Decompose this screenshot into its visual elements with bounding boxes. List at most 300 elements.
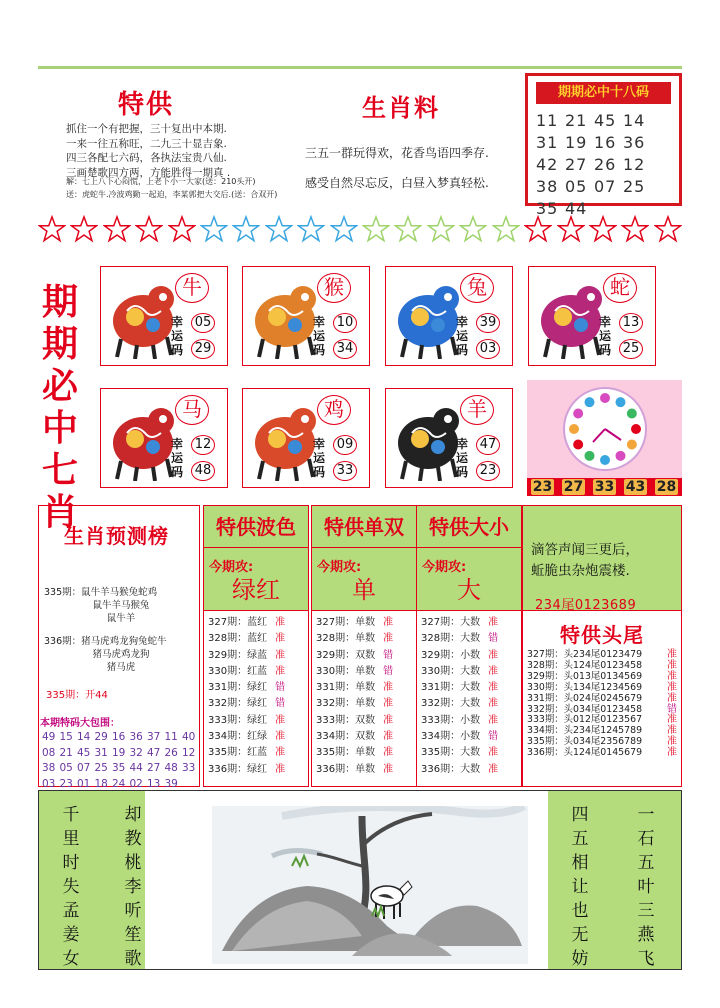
result-mark: 准 bbox=[667, 736, 677, 748]
top-rule bbox=[38, 66, 682, 69]
bag-number: 35 bbox=[112, 762, 126, 774]
pick: 大数 bbox=[460, 682, 481, 694]
bag-number: 37 bbox=[147, 731, 161, 743]
zodiac-name: 马 bbox=[175, 395, 209, 425]
rooster-papercut-icon bbox=[249, 397, 323, 481]
lucky-number: 29 bbox=[191, 339, 215, 359]
tegong-line: 一来一往五称旺，二九三十显吉象. bbox=[66, 137, 227, 150]
result-mark: 准 bbox=[667, 659, 677, 671]
poem-column bbox=[61, 803, 81, 971]
lucky-number: 03 bbox=[476, 339, 500, 359]
star-icon bbox=[200, 214, 228, 244]
star-icon bbox=[654, 214, 682, 244]
shengxiao-title: 生肖料 bbox=[362, 94, 440, 122]
star-icon bbox=[589, 214, 617, 244]
pick: 双数 bbox=[355, 649, 376, 661]
vertical-char: 必 bbox=[41, 366, 78, 407]
history-row bbox=[208, 713, 308, 729]
result-mark: 准 bbox=[383, 682, 394, 694]
pick: 小数 bbox=[460, 731, 481, 743]
history-row bbox=[316, 680, 416, 696]
bag-number: 47 bbox=[147, 746, 161, 759]
history-row bbox=[316, 696, 416, 712]
period: 327期： bbox=[421, 617, 461, 628]
eighteen-codes-box bbox=[525, 73, 682, 218]
pick: 331期：头024尾0245679 bbox=[527, 692, 643, 704]
result-mark: 准 bbox=[667, 725, 677, 737]
star-icon bbox=[362, 214, 390, 244]
history-row bbox=[316, 713, 416, 729]
pick: 单数 bbox=[355, 665, 376, 677]
period: 332期： bbox=[316, 698, 356, 710]
history-row bbox=[316, 631, 416, 647]
bag-number: 32 bbox=[129, 746, 143, 759]
lucky-number: 47 bbox=[476, 435, 500, 455]
pick: 329期：头013尾0134569 bbox=[527, 670, 643, 682]
goat-papercut-icon bbox=[392, 397, 466, 481]
period: 331期： bbox=[421, 682, 461, 694]
zodiac-card bbox=[528, 266, 656, 366]
star-icon bbox=[459, 214, 487, 244]
history-row bbox=[208, 762, 308, 778]
bag-number: 07 bbox=[77, 762, 91, 774]
lucky-label: 幸运码 bbox=[456, 315, 469, 357]
poem-box bbox=[523, 506, 681, 611]
star-icon bbox=[38, 214, 66, 244]
poem-char: 里 bbox=[62, 829, 80, 849]
result-mark: 准 bbox=[667, 714, 677, 726]
period: 333期： bbox=[316, 714, 356, 726]
prediction-line: 336期：猪马虎鸡龙狗兔蛇牛 bbox=[44, 636, 167, 647]
bag-number: 01 bbox=[77, 777, 91, 790]
code-number: 38 bbox=[536, 177, 559, 196]
history-row bbox=[316, 745, 416, 761]
code-number: 21 bbox=[565, 111, 588, 130]
zodiac-card bbox=[385, 266, 513, 366]
clock-dot bbox=[627, 409, 637, 419]
clock-dot bbox=[600, 455, 610, 465]
tegong-line: 抓住一个有把握，三十复出中本期. bbox=[66, 123, 227, 135]
bag-title: 本期特码大包围： bbox=[40, 718, 120, 729]
bag-number: 27 bbox=[147, 762, 161, 774]
bag-number: 14 bbox=[77, 731, 91, 743]
poem-char: 时 bbox=[62, 853, 80, 873]
vertical-char: 期 bbox=[41, 324, 78, 365]
clock-dot bbox=[573, 440, 583, 450]
history-row bbox=[208, 696, 308, 712]
attack-box bbox=[204, 548, 308, 611]
period: 334期： bbox=[421, 731, 461, 743]
pick: 双数 bbox=[355, 731, 376, 743]
period: 330期： bbox=[208, 665, 248, 677]
star-icon bbox=[135, 214, 163, 244]
result-mark: 错 bbox=[488, 731, 499, 743]
bag-number: 02 bbox=[129, 777, 143, 790]
pick: 双数 bbox=[355, 714, 376, 726]
eighteen-codes-numbers bbox=[528, 104, 679, 220]
history-row bbox=[421, 745, 521, 761]
period: 332期： bbox=[208, 698, 248, 710]
lucky-label: 幸运码 bbox=[313, 315, 326, 357]
bag-number: 13 bbox=[147, 777, 161, 790]
poem-char: 相 bbox=[571, 853, 589, 873]
bottom-right-poem bbox=[548, 791, 681, 969]
star-icon bbox=[621, 214, 649, 244]
code-number: 16 bbox=[594, 133, 617, 152]
pick: 327期：头234尾0123479 bbox=[527, 649, 643, 660]
poem-char: 飞 bbox=[637, 949, 655, 969]
result-mark: 准 bbox=[488, 649, 499, 661]
attack-value: 大 bbox=[457, 576, 481, 604]
pick: 绿蓝 bbox=[247, 649, 268, 661]
danshuang-column bbox=[311, 505, 417, 787]
clock-dot bbox=[585, 397, 595, 407]
poem-char: 千 bbox=[62, 805, 80, 825]
pick: 大数 bbox=[460, 698, 481, 710]
star-icon bbox=[232, 214, 260, 244]
attack-label: 今期攻: bbox=[317, 560, 362, 575]
clock-dot bbox=[616, 451, 626, 461]
code-number: 31 bbox=[536, 133, 559, 152]
bag-number: 18 bbox=[94, 777, 108, 790]
poem-char: 姜 bbox=[62, 925, 80, 945]
vertical-char: 期 bbox=[41, 282, 78, 323]
pick: 绿红 bbox=[247, 698, 268, 710]
lucky-number: 05 bbox=[191, 313, 215, 333]
attack-value: 绿红 bbox=[232, 576, 280, 604]
code-number: 44 bbox=[565, 199, 588, 218]
pick: 绿红 bbox=[247, 763, 268, 775]
poem-column bbox=[570, 803, 590, 971]
result-mark: 准 bbox=[667, 670, 677, 682]
poem bbox=[531, 540, 677, 582]
result-mark: 准 bbox=[488, 617, 499, 628]
code-number: 19 bbox=[565, 133, 588, 152]
result-mark: 准 bbox=[275, 617, 286, 628]
poem-char: 石 bbox=[637, 829, 655, 849]
bag-number: 45 bbox=[77, 746, 91, 759]
period: 329期： bbox=[316, 649, 356, 661]
code-number: 25 bbox=[623, 177, 646, 196]
poem-char: 五 bbox=[637, 853, 655, 873]
bag-number: 38 bbox=[42, 762, 56, 774]
lucky-number: 25 bbox=[619, 339, 643, 359]
pick: 328期：头124尾0123458 bbox=[527, 659, 643, 671]
bottom-left-poem bbox=[39, 791, 145, 969]
lucky-number: 33 bbox=[333, 461, 357, 481]
zodiac-card bbox=[385, 388, 513, 488]
code-number: 42 bbox=[536, 155, 559, 174]
tegong-line: 四三各配七六码，各执法宝贵八仙. bbox=[66, 152, 227, 164]
pick: 大数 bbox=[460, 617, 481, 628]
period: 332期： bbox=[421, 698, 461, 710]
pick: 大数 bbox=[460, 747, 481, 759]
tegong-title: 特供 bbox=[118, 90, 175, 120]
history-row bbox=[208, 615, 308, 631]
bose-title: 特供波色 bbox=[204, 506, 308, 548]
lucky-number: 34 bbox=[333, 339, 357, 359]
tegong-notes bbox=[66, 176, 336, 201]
result-mark: 准 bbox=[488, 665, 499, 677]
pick: 大数 bbox=[460, 665, 481, 677]
bag-number: 29 bbox=[94, 731, 108, 743]
period: 331期： bbox=[316, 682, 356, 694]
lucky-number: 09 bbox=[333, 435, 357, 455]
zodiac-card bbox=[100, 388, 228, 488]
attack-label: 今期攻: bbox=[209, 560, 254, 575]
bag-number: 31 bbox=[94, 746, 108, 759]
lucky-number: 10 bbox=[333, 313, 357, 333]
open-result: 335期：开44 bbox=[46, 690, 108, 701]
result-mark: 准 bbox=[488, 747, 499, 759]
pick: 大数 bbox=[460, 763, 481, 775]
history-row bbox=[316, 664, 416, 680]
history-row bbox=[421, 664, 521, 680]
star-icon bbox=[394, 214, 422, 244]
zodiac-name: 牛 bbox=[175, 273, 209, 303]
ranking-title: 生肖预测榜 bbox=[64, 524, 169, 548]
period: 335期： bbox=[316, 747, 356, 759]
period: 336期： bbox=[421, 763, 461, 775]
history-row bbox=[316, 729, 416, 745]
period: 331期： bbox=[208, 682, 248, 694]
period: 336期： bbox=[316, 763, 356, 775]
code-number: 05 bbox=[565, 177, 588, 196]
history-row bbox=[421, 713, 521, 729]
result-mark: 准 bbox=[488, 698, 499, 710]
history-row bbox=[208, 745, 308, 761]
attack-box bbox=[312, 548, 416, 611]
history-rows bbox=[312, 611, 416, 778]
tegong-text bbox=[66, 122, 316, 180]
history-row bbox=[316, 762, 416, 778]
clock-dot bbox=[627, 440, 637, 450]
result-mark: 准 bbox=[275, 747, 286, 759]
star-icon bbox=[330, 214, 358, 244]
period: 333期： bbox=[208, 714, 248, 726]
code-number: 27 bbox=[565, 155, 588, 174]
period: 334期： bbox=[208, 731, 248, 743]
code-number: 07 bbox=[594, 177, 617, 196]
code-number: 12 bbox=[623, 155, 646, 174]
result-mark: 准 bbox=[275, 633, 286, 645]
clock-dot bbox=[585, 451, 595, 461]
poem-char: 三 bbox=[637, 901, 655, 921]
pick: 小数 bbox=[460, 714, 481, 726]
shengxiao-line: 感受自然尽忘反，白昼入梦真轻松. bbox=[305, 176, 489, 190]
bag-number: 39 bbox=[164, 777, 178, 790]
period: 329期： bbox=[421, 649, 461, 661]
lucky-label: 幸运码 bbox=[456, 437, 469, 479]
clock-icon bbox=[527, 380, 682, 480]
result-mark: 准 bbox=[275, 731, 286, 743]
clock-dot bbox=[600, 393, 610, 403]
vertical-title bbox=[40, 282, 80, 534]
poem-char: 一 bbox=[637, 805, 655, 825]
poem-char: 教 bbox=[124, 829, 142, 849]
result-mark: 准 bbox=[667, 681, 677, 693]
clock-numbers bbox=[527, 478, 682, 496]
period: 328期： bbox=[316, 633, 356, 645]
bag-number: 16 bbox=[112, 731, 126, 743]
history-row bbox=[421, 680, 521, 696]
period: 329期： bbox=[208, 649, 248, 661]
history-row bbox=[421, 648, 521, 664]
result-mark: 错 bbox=[275, 698, 286, 710]
tail-value: 234尾0123689 bbox=[535, 598, 637, 613]
result-mark: 错 bbox=[383, 665, 394, 677]
pick: 单数 bbox=[355, 763, 376, 775]
poem-char: 李 bbox=[124, 877, 142, 897]
lucky-number: 13 bbox=[619, 313, 643, 333]
star-icon bbox=[557, 214, 585, 244]
bag-number: 33 bbox=[182, 762, 196, 774]
history-row bbox=[527, 748, 681, 759]
lucky-number: 23 bbox=[476, 461, 500, 481]
pick: 红绿 bbox=[247, 731, 268, 743]
star-icon bbox=[524, 214, 552, 244]
zodiac-card bbox=[242, 266, 370, 366]
pick: 333期：头012尾0123567 bbox=[527, 714, 643, 726]
zodiac-name: 蛇 bbox=[603, 273, 637, 303]
goat-rock-scene-icon bbox=[212, 806, 528, 964]
bag-number: 24 bbox=[112, 777, 126, 790]
result-mark: 准 bbox=[383, 731, 394, 743]
danshuang-title: 特供单双 bbox=[312, 506, 416, 548]
pick: 红蓝 bbox=[247, 747, 268, 759]
bag-number: 25 bbox=[94, 762, 108, 774]
star-icon bbox=[297, 214, 325, 244]
bag-number: 49 bbox=[42, 731, 56, 743]
history-row bbox=[208, 664, 308, 680]
bag-number: 08 bbox=[42, 746, 56, 759]
code-number: 45 bbox=[594, 111, 617, 130]
result-mark: 准 bbox=[383, 698, 394, 710]
poem-char: 却 bbox=[124, 805, 142, 825]
period: 336期： bbox=[208, 763, 248, 775]
pick: 蓝红 bbox=[247, 633, 268, 645]
poem-char: 四 bbox=[571, 805, 589, 825]
vertical-char: 七 bbox=[41, 450, 78, 491]
result-mark: 准 bbox=[667, 649, 677, 660]
period: 335期： bbox=[208, 747, 248, 759]
bag-number: 48 bbox=[164, 762, 178, 774]
poem-char: 叶 bbox=[637, 877, 655, 897]
result-mark: 准 bbox=[383, 633, 394, 645]
pick: 330期：头134尾1234569 bbox=[527, 681, 643, 693]
bag-number: 11 bbox=[164, 731, 178, 743]
poem-column bbox=[123, 803, 143, 971]
poem-char: 也 bbox=[571, 901, 589, 921]
tegong-note: 送：虎蛇牛.冷波鸡勤一起迫，李某郭把大交后.(送：合双开) bbox=[66, 189, 278, 199]
result-mark: 准 bbox=[488, 682, 499, 694]
result-mark: 准 bbox=[275, 714, 286, 726]
history-row bbox=[421, 631, 521, 647]
lucky-label: 幸运码 bbox=[599, 315, 612, 357]
pick: 蓝红 bbox=[247, 617, 268, 628]
tegong-note: 解：七上八下心闷慌，上老下小一大家(送：210头开) bbox=[66, 177, 256, 186]
prediction-line: 335期：鼠牛羊马猴兔蛇鸡 bbox=[44, 587, 158, 598]
result-mark: 错 bbox=[667, 703, 677, 715]
poem-char: 失 bbox=[62, 877, 80, 897]
clock-number: 33 bbox=[594, 479, 615, 495]
ox-papercut-icon bbox=[107, 275, 181, 359]
history-row bbox=[421, 615, 521, 631]
history-row bbox=[316, 648, 416, 664]
zodiac-name: 羊 bbox=[460, 395, 494, 425]
poem-char: 让 bbox=[571, 877, 589, 897]
code-number: 11 bbox=[536, 111, 559, 130]
zodiac-card bbox=[100, 266, 228, 366]
pick: 小数 bbox=[460, 649, 481, 661]
history-row bbox=[208, 648, 308, 664]
poem-char: 燕 bbox=[637, 925, 655, 945]
lucky-label: 幸运码 bbox=[171, 437, 184, 479]
history-row bbox=[421, 696, 521, 712]
result-mark: 准 bbox=[667, 692, 677, 704]
history-row bbox=[421, 762, 521, 778]
period: 334期： bbox=[316, 731, 356, 743]
prediction-line: 猪马虎鸡龙狗 bbox=[92, 649, 150, 660]
clock-number: 43 bbox=[625, 479, 646, 495]
lucky-label: 幸运码 bbox=[171, 315, 184, 357]
pick: 绿红 bbox=[247, 682, 268, 694]
poem-char: 桃 bbox=[124, 853, 142, 873]
zodiac-name: 鸡 bbox=[317, 395, 351, 425]
toutail-column bbox=[522, 505, 682, 787]
daxiao-column bbox=[416, 505, 522, 787]
period: 330期： bbox=[316, 665, 356, 677]
pick: 332期：头034尾0123458 bbox=[527, 703, 643, 715]
result-mark: 准 bbox=[488, 763, 499, 775]
clock-number: 28 bbox=[656, 479, 677, 495]
result-mark: 准 bbox=[383, 714, 394, 726]
history-row bbox=[316, 615, 416, 631]
clock-dot bbox=[616, 397, 626, 407]
result-mark: 错 bbox=[275, 682, 286, 694]
vertical-char: 肖 bbox=[41, 492, 78, 533]
poem-column bbox=[636, 803, 656, 971]
snake-papercut-icon bbox=[535, 275, 609, 359]
bag-number: 19 bbox=[112, 746, 126, 759]
bag-numbers bbox=[42, 730, 200, 792]
bag-number: 36 bbox=[129, 731, 143, 743]
star-icon bbox=[70, 214, 98, 244]
bag-number: 12 bbox=[182, 746, 196, 759]
clock-dot bbox=[569, 424, 579, 434]
pick: 335期：头034尾2356789 bbox=[527, 736, 643, 748]
result-mark: 准 bbox=[275, 763, 286, 775]
prediction-line: 鼠牛羊 bbox=[106, 613, 136, 624]
lucky-number: 48 bbox=[191, 461, 215, 481]
result-mark: 准 bbox=[383, 763, 394, 775]
monkey-papercut-icon bbox=[249, 275, 323, 359]
poem-char: 妨 bbox=[571, 949, 589, 969]
bose-column bbox=[203, 505, 309, 787]
shengxiao-text bbox=[305, 138, 520, 198]
eighteen-codes-title: 期期必中十八码 bbox=[536, 82, 671, 104]
result-mark: 错 bbox=[383, 649, 394, 661]
lucky-number: 12 bbox=[191, 435, 215, 455]
lucky-label: 幸运码 bbox=[313, 437, 326, 479]
history-row bbox=[208, 631, 308, 647]
period: 328期： bbox=[421, 633, 461, 645]
horse-papercut-icon bbox=[107, 397, 181, 481]
code-number: 26 bbox=[594, 155, 617, 174]
attack-value: 单 bbox=[352, 576, 376, 604]
history-row bbox=[208, 680, 308, 696]
bag-number: 05 bbox=[59, 762, 73, 774]
